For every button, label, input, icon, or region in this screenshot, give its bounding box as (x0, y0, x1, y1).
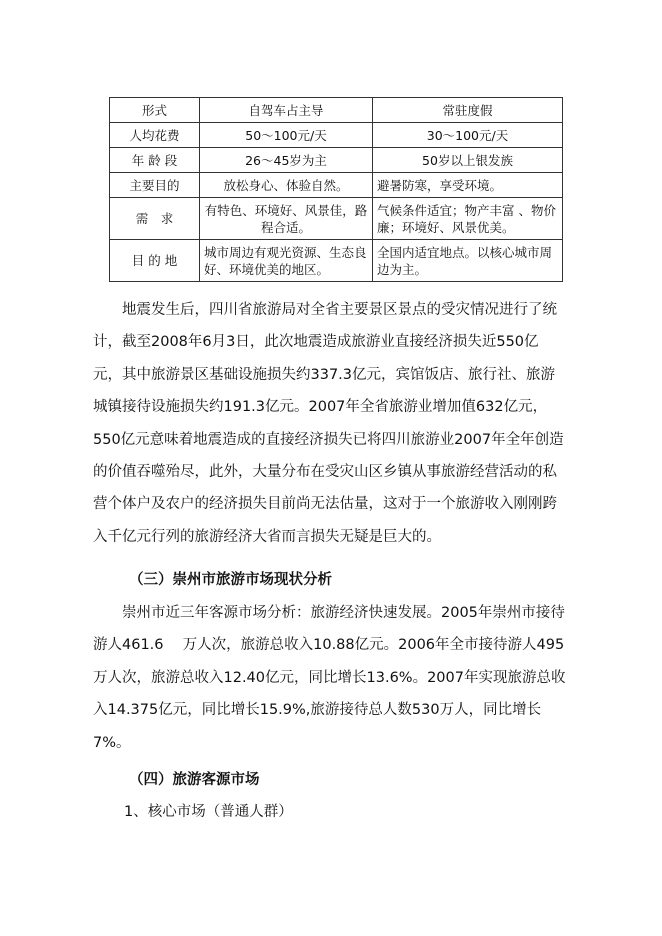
table-cell: 30～100元/天 (373, 123, 563, 148)
table-cell: 年 龄 段 (110, 148, 200, 173)
table-cell: 主要目的 (110, 173, 200, 198)
paragraph-line: 崇州市近三年客源市场分析：旅游经济快速发展。2005年崇州市接待 (93, 605, 565, 621)
paragraph-line: 入千亿元行列的旅游经济大省而言损失无疑是巨大的。 (93, 528, 441, 545)
table-header-row (110, 98, 563, 123)
table-cell: 26～45岁为主 (200, 148, 373, 173)
table-cell: 城市周边有观光资源、生态良好、环境优美的地区。 (200, 240, 373, 282)
table-cell: 需 求 (110, 198, 200, 240)
paragraph-line: 元，其中旅游景区基础设施损失约337.3亿元，宾馆饭店、旅行社、旅游 (93, 366, 556, 383)
subsection-core-market: 1、核心市场（普通人群） (124, 804, 293, 820)
table-cell: 50～100元/天 (200, 123, 373, 148)
paragraph-chongzhou-market (93, 597, 578, 759)
comparison-table (109, 97, 563, 282)
section-heading-4: （四）旅游客源市场 (129, 772, 260, 788)
table-cell: 气候条件适宜；物产丰富 、物价廉；环境好、风景优美。 (373, 198, 563, 240)
paragraph-line: 营个体户及农户的经济损失目前尚无法估量，这对于一个旅游收入刚刚跨 (93, 496, 557, 513)
table-cell: 避暑防寒，享受环境。 (373, 173, 563, 198)
table-cell: 放松身心、体验自然。 (200, 173, 373, 198)
paragraph-line: 的价值吞噬殆尽，此外，大量分布在受灾山区乡镇从事旅游经营活动的私 (93, 464, 557, 481)
table-cell: 全国内适宜地点。以核心城市周边为主。 (373, 240, 563, 282)
table-cell: 目 的 地 (110, 240, 200, 282)
paragraph-line: 城镇接待设施损失约191.3亿元。2007年全省旅游业增加值632亿元， (93, 399, 548, 416)
paragraph-line: 入14.375亿元，同比增长15.9%,旅游接待总人数530万人，同比增长 (93, 702, 542, 719)
paragraph-line: 550亿元意味着地震造成的直接经济损失已将四川旅游业2007年全年创造 (93, 431, 564, 448)
table-row (110, 123, 563, 148)
table-cell: 有特色、环境好、风景佳，路程合适。 (200, 198, 373, 240)
table-cell: 人均花费 (110, 123, 200, 148)
table-row (110, 240, 563, 282)
paragraph-line: 计，截至2008年6月3日，此次地震造成旅游业直接经济损失近550亿 (93, 334, 539, 351)
paragraph-line: 地震发生后，四川省旅游局对全省主要景区景点的受灾情况进行了统 (93, 302, 557, 318)
table-row (110, 173, 563, 198)
section-heading-3: （三）崇州市旅游市场现状分析 (129, 572, 332, 588)
table-header-cell: 形式 (110, 98, 200, 123)
paragraph-earthquake-loss (93, 294, 578, 553)
paragraph-line: 游人461.6 万人次，旅游总收入10.88亿元。2006年全市接待游人495 (93, 637, 565, 654)
paragraph-line: 万人次，旅游总收入12.40亿元，同比增长13.6%。2007年实现旅游总收 (93, 669, 566, 686)
table-cell: 50岁以上银发族 (373, 148, 563, 173)
table-header-cell: 常驻度假 (373, 98, 563, 123)
table-row (110, 148, 563, 173)
table-row (110, 198, 563, 240)
paragraph-line: 7%。 (93, 734, 131, 751)
table-header-cell: 自驾车占主导 (200, 98, 373, 123)
